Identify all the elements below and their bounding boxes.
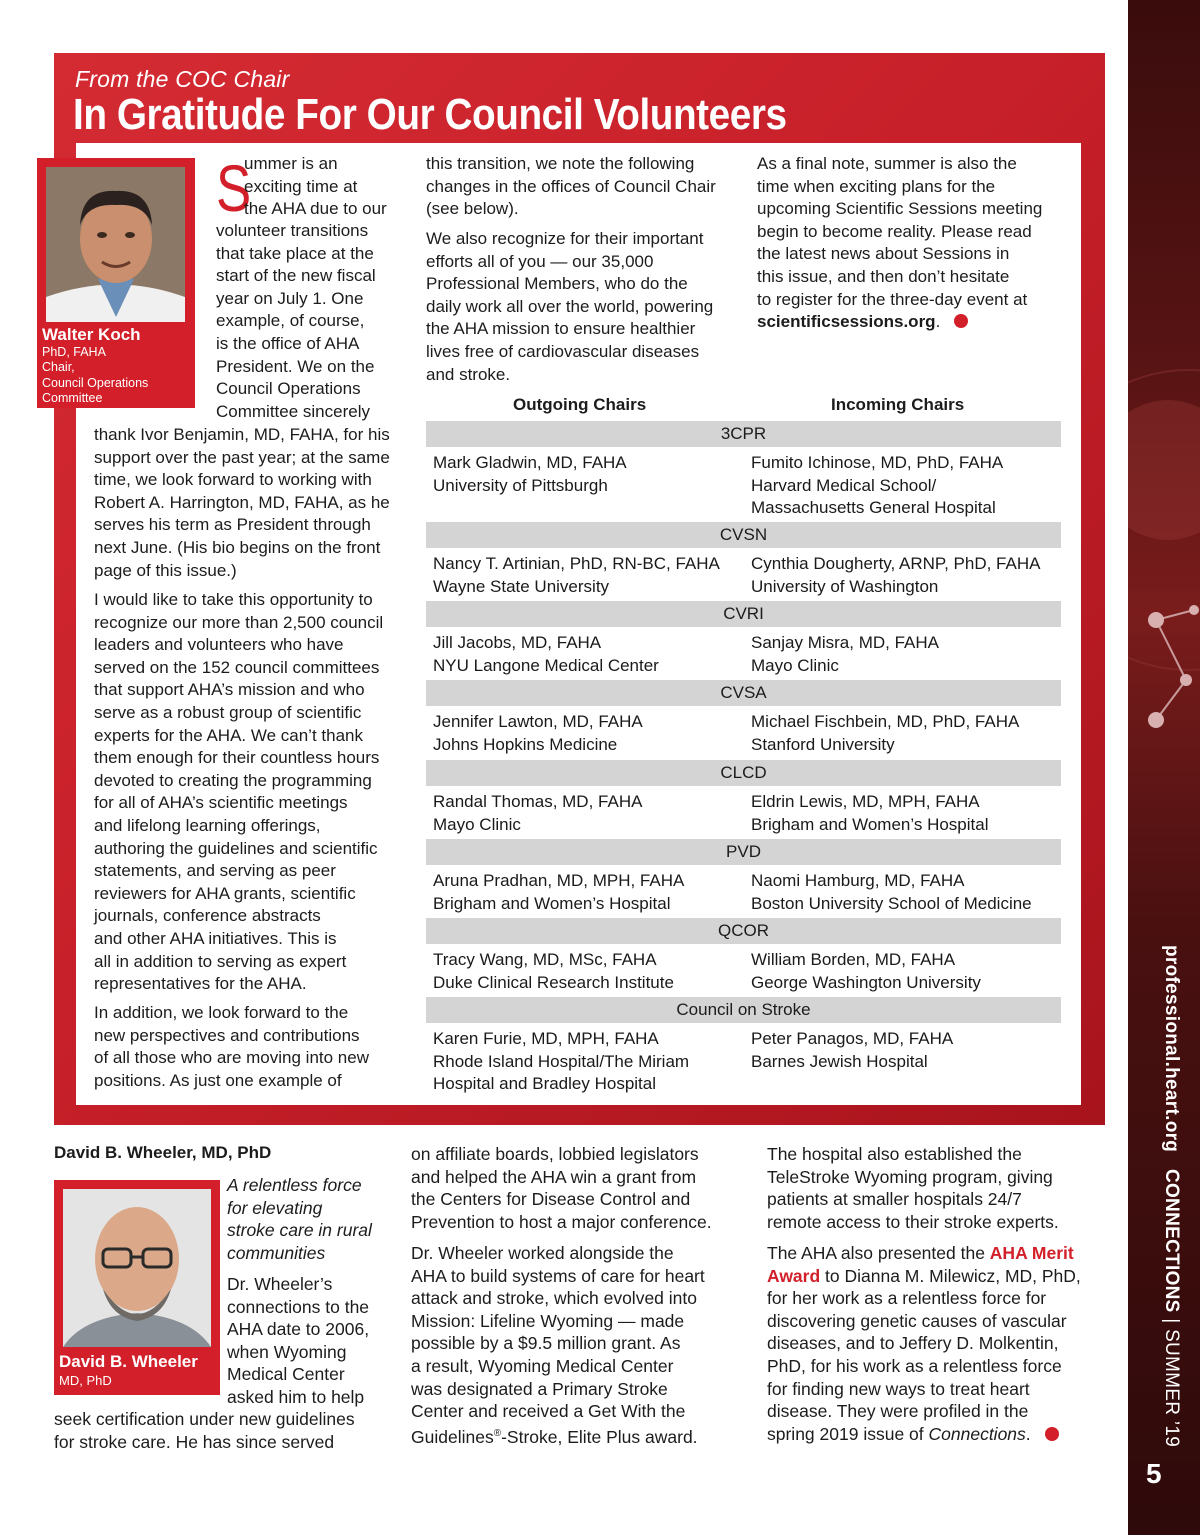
wheeler-card [54,1180,220,1395]
end-mark-icon [954,314,968,328]
publication-name: CONNECTIONS [1161,1168,1182,1313]
council-band: CVSN [426,522,1061,548]
author-credentials: PhD, FAHA [42,345,106,359]
author-card [37,158,195,408]
outgoing-chair: Tracy Wang, MD, MSc, FAHA Duke Clinical Research Institute [433,950,674,992]
council-band: CLCD [426,760,1061,786]
council-band: Council on Stroke [426,997,1061,1023]
council-band: CVSA [426,680,1061,706]
kicker: From the COC Chair [75,66,290,92]
wheeler-col1-narrow: Dr. Wheeler’s connections to the AHA date to 2006, when Wyoming Medical Center asked him to help [227,1274,370,1407]
outgoing-chair: Mark Gladwin, MD, FAHA University of Pittsburgh [433,453,627,495]
sidebar-running-footer: professional.heart.org CONNECTIONS | SUMMER ’19 [1161,945,1182,1448]
col1-lead-a: ummer is an exciting time at the AHA due to our [244,154,387,219]
wheeler-headline: David B. Wheeler, MD, PhD [54,1143,272,1162]
wheeler-col3-paragraph-1: The hospital also established the TeleStroke Wyoming program, giving patients at smaller hospitals 24/7 remote access to their stroke experts. [767,1144,1059,1232]
outgoing-chair: Nancy T. Artinian, PhD, RN-BC, FAHA Wayne State University [433,554,720,596]
drop-cap: S [216,151,252,225]
site-url: professional.heart.org [1161,945,1182,1153]
wheeler-caption-name: David B. Wheeler [59,1352,198,1371]
col1-paragraph-3: In addition, we look forward to the new perspectives and contributions of all those who are moving into new positions. As just one example of [94,1003,369,1090]
incoming-chair: Cynthia Dougherty, ARNP, PhD, FAHA University of Washington [751,554,1041,596]
aha-merit-award-link[interactable]: AHA Merit [989,1243,1074,1263]
wheeler-tagline: A relentless force for elevating stroke care in rural communities [227,1175,372,1263]
wheeler-col2-paragraph-1: on affiliate boards, lobbied legislators and helped the AHA win a grant from the Centers for Disease Control and Prevention to host a major conference. [411,1144,712,1232]
incoming-chair: Eldrin Lewis, MD, MPH, FAHA Brigham and Women’s Hospital [751,792,989,834]
author-role-line: Council Operations [42,376,149,390]
wheeler-col2-paragraph-2: Dr. Wheeler worked alongside the AHA to build systems of care for heart attack and stroke, which evolved into Mission: Lifeline Wyoming — made possible by a $9.5 million grant. As a result, Wyoming Medical Center was designated a Primary Stroke Center and received a Get With the Guidelines®-Stroke, Elite Plus award. [411,1243,705,1447]
author-photo [46,167,185,322]
wheeler-caption-credentials: MD, PhD [59,1373,112,1388]
incoming-chair: Michael Fischbein, MD, PhD, FAHA Stanford University [751,712,1020,754]
incoming-chair: William Borden, MD, FAHA George Washington University [751,950,981,992]
aha-merit-award-link[interactable]: Award [767,1265,821,1286]
outgoing-chair: Jennifer Lawton, MD, FAHA Johns Hopkins Medicine [433,712,643,754]
col2-paragraph-1: this transition, we note the following changes in the offices of Council Chair (see below). [426,154,716,219]
col2-paragraph-2: We also recognize for their important efforts all of you — our 35,000 Professional Members, who do the daily work all over the world, powering the AHA mission to ensure healthier lives free of cardiovascular diseases and stroke. [426,229,714,384]
incoming-chair: Peter Panagos, MD, FAHA Barnes Jewish Hospital [751,1029,954,1071]
outgoing-chair: Jill Jacobs, MD, FAHA NYU Langone Medical Center [433,633,659,675]
sessions-link[interactable]: scientificsessions.org [757,312,936,332]
wheeler-photo [63,1189,211,1347]
col1-paragraph-1: thank Ivor Benjamin, MD, FAHA, for his support over the past year; at the same time, we look forward to working with Robert A. Harrington, MD, FAHA, as he serves his term as President through next June. (His bio begins on the front page of this issue.) [94,425,390,580]
headline: In Gratitude For Our Council Volunteers [73,90,787,139]
council-band: PVD [426,839,1061,865]
council-band: CVRI [426,601,1061,627]
incoming-chair: Sanjay Misra, MD, FAHA Mayo Clinic [751,633,939,675]
outgoing-chair: Karen Furie, MD, MPH, FAHA Rhode Island Hospital/The Miriam Hospital and Bradley Hospital [433,1029,690,1094]
outgoing-chair: Aruna Pradhan, MD, MPH, FAHA Brigham and Women’s Hospital [433,871,685,913]
incoming-chair: Naomi Hamburg, MD, FAHA Boston University School of Medicine [751,871,1032,913]
council-band: 3CPR [426,421,1061,447]
wheeler-col3-paragraph-2: The AHA also presented the AHA Merit Award to Dianna M. Milewicz, MD, PhD, for her work as a relentless force for discovering genetic causes of vascular diseases, and to Jeffery D. Molkentin, PhD, for his work as a relentless force for finding new ways to treat heart disease. They were profiled in the spring 2019 issue of Connections. [767,1243,1081,1444]
issue-name: SUMMER ’19 [1161,1329,1182,1448]
page-number: 5 [1146,1458,1162,1489]
author-name: Walter Koch [42,325,141,344]
incoming-header: Incoming Chairs [831,395,965,414]
outgoing-chair: Randal Thomas, MD, FAHA Mayo Clinic [433,792,643,834]
author-role-line: Chair, [42,360,75,374]
wheeler-col1-wide: seek certification under new guidelines for stroke care. He has since served [54,1409,355,1452]
end-mark-icon [1045,1427,1059,1441]
outgoing-header: Outgoing Chairs [513,395,647,414]
col1-lead-b: volunteer transitions that take place at the start of the new fiscal year on July 1. One example, of course, is the office of AHA President. We on the Council Operations Committee sincerely [216,221,376,421]
col1-paragraph-2: I would like to take this opportunity to recognize our more than 2,500 council leaders and volunteers who have served on the 152 council committees that support AHA’s mission and who serve as a robust group of scientific experts for the AHA. We can’t thank them enough for their countless hours devoted to creating the programming for all of AHA’s scientific meetings and lifelong learning offerings, authoring the guidelines and scientific statements, and serving as peer reviewers for AHA grants, scientific journals, conference abstracts and other AHA initiatives. This is all in addition to serving as expert representatives for the AHA. [94,590,384,994]
col3-paragraph: As a final note, summer is also the time when exciting plans for the upcoming Scientific Sessions meeting begin to become reality. Please read the latest news about Sessions in this issue, and then don’t hesitate to register for the three-day event at scientificsessions.org. [757,154,1043,332]
author-role-line: Committee [42,391,103,405]
council-band: QCOR [426,918,1061,944]
incoming-chair: Fumito Ichinose, MD, PhD, FAHA Harvard Medical School/ Massachusetts General Hospital [751,453,1004,518]
